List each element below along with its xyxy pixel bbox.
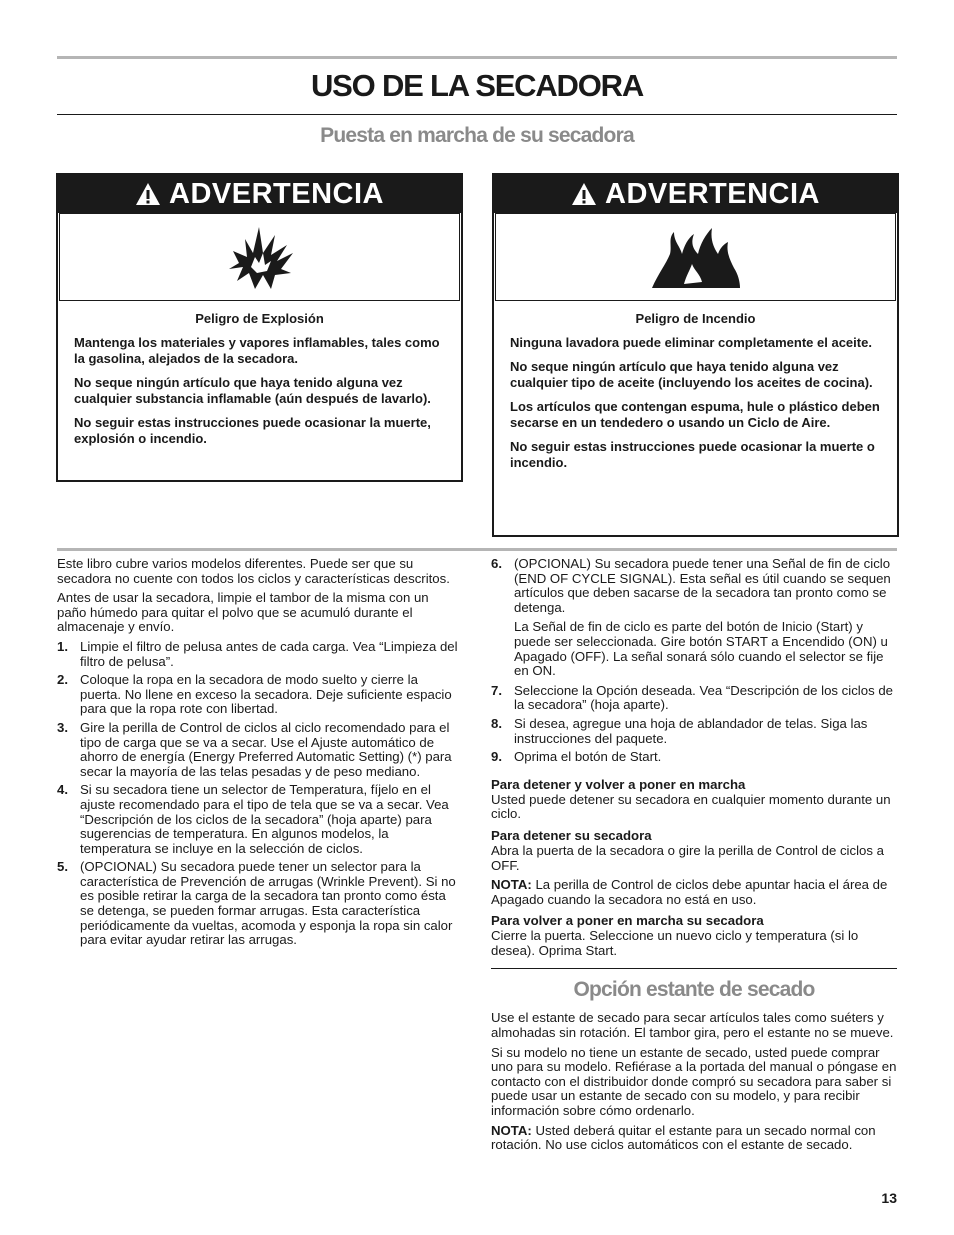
warning-header — [494, 175, 897, 213]
list-item — [491, 684, 897, 713]
note-label: NOTA: — [491, 877, 532, 893]
page-title: USO DE LA SECADORA — [310, 68, 644, 103]
warning-symbol-panel — [59, 213, 460, 301]
warning-paragraph: Mantenga los materiales y vapores inflamables, tales como la gasolina, alejados de la secadora. — [74, 335, 440, 366]
warning-heading: ADVERTENCIA — [169, 177, 384, 210]
warning-box-explosion — [56, 173, 463, 482]
list-item — [491, 750, 897, 765]
warning-triangle-icon — [135, 182, 161, 206]
note-label: NOTA: — [491, 1122, 532, 1138]
note-text: La perilla de Control de ciclos debe apuntar hacia el área de Apagado cuando la secadora no está en uso. — [491, 877, 888, 907]
step-number: 7. — [491, 682, 502, 698]
list-item — [57, 860, 460, 948]
note-text: Usted deberá quitar el estante para un secado normal con rotación. No use ciclos automáticos con el estante de secado. — [491, 1122, 876, 1153]
step-text: Coloque la ropa en la secadora de modo suelto y cierre la puerta. No llene en exceso la secadora. Deje suficiente espacio para que la ropa rote con libertad. — [80, 672, 452, 717]
warning-paragraph: No seguir estas instrucciones puede ocasionar la muerte o incendio. — [510, 439, 875, 470]
step-number: 3. — [57, 719, 68, 735]
warning-box-fire — [492, 173, 899, 537]
step-text: (OPCIONAL) Su secadora puede tener un selector para la característica de Prevención de arrugas (Wrinkle Prevent). Si no es posible retirar la carga de la secadora tan pronto como ésta se detenga, se pueden formar arrugas. Esta característica periódicamente da vueltas, acomoda y esponja la ropa sin calor para evitar ayudar retirar las arrugas. — [80, 859, 456, 948]
step-text: Gire la perilla de Control de ciclos al ciclo recomendado para el tipo de carga que se va a secar. Use el Ajuste automático de ahorro de energía (Energy Preferred Automatic Setting) (*) para secar la mayoría de las telas pesadas y de peso mediano. — [80, 719, 452, 779]
explosion-icon — [225, 223, 295, 291]
step-number: 1. — [57, 638, 68, 654]
warning-text — [58, 301, 461, 447]
hazard-title: Peligro de Explosión — [195, 311, 324, 326]
section-rule — [491, 968, 897, 969]
list-item — [57, 640, 460, 669]
paragraph: Usted puede detener su secadora en cualquier momento durante un ciclo. — [491, 791, 891, 822]
warning-paragraph: Ninguna lavadora puede eliminar completamente el aceite. — [510, 335, 872, 350]
top-rule — [57, 56, 897, 59]
step-number: 4. — [57, 782, 68, 798]
list-item — [491, 557, 897, 679]
step-text: Seleccione la Opción deseada. Vea “Descripción de los ciclos de la secadora” (hoja aparte). — [514, 682, 893, 713]
steps-list — [491, 557, 897, 765]
step-number: 9. — [491, 749, 502, 765]
steps-list — [57, 640, 460, 948]
step-text: Limpie el filtro de pelusa antes de cada carga. Vea “Limpieza del filtro de pelusa”. — [80, 638, 458, 669]
list-item — [57, 721, 460, 779]
intro-paragraph: Este libro cubre varios modelos diferentes. Puede ser que su secadora no cuente con todos los ciclos y características descritos. — [57, 556, 450, 586]
fire-icon — [648, 224, 744, 290]
page-number: 13 — [881, 1190, 897, 1206]
warning-paragraph: No seguir estas instrucciones puede ocasionar la muerte, explosión o incendio. — [74, 415, 431, 446]
paragraph: Use el estante de secado para secar artículos tales como suéters y almohadas sin rotación. El tambor gira, pero el estante no se mueve. — [491, 1010, 894, 1041]
step-number: 8. — [491, 715, 502, 731]
paragraph: Si su modelo no tiene un estante de secado, usted puede comprar uno para su modelo. Refiérase a la portada del manual o póngase en contacto con el distribuidor donde compró su secadora para saber si puede usar un estante de secado con su modelo, y para recibir información sobre cómo ordenarlo. — [491, 1044, 897, 1119]
subheading-stop: Para detener su secadora — [491, 827, 652, 843]
step-text: Si su secadora tiene un selector de Temperatura, fíjelo en el ajuste recomendado para el tipo de tela que se va a secar. Vea “Descripción de los ciclos de la secadora” (hoja aparte) para sugerencias de temperatura. En algunos modelos, la temperatura se incluye en la selección de ciclos. — [80, 782, 449, 856]
title-rule — [57, 114, 897, 115]
right-column — [491, 557, 897, 1158]
warning-symbol-panel — [495, 213, 896, 301]
step-text: (OPCIONAL) Su secadora puede tener una Señal de fin de ciclo (END OF CYCLE SIGNAL). Esta señal es útil cuando se sequen artículos que deben sacarse de la secadora tan pronto como se detenga. — [514, 556, 891, 615]
note-paragraph — [491, 1124, 897, 1153]
step-text: Si desea, agregue una hoja de ablandador de telas. Siga las instrucciones del paquete. — [514, 715, 868, 746]
note-paragraph — [491, 878, 897, 907]
section-title-rack: Opción estante de secado — [573, 978, 815, 1002]
warning-heading: ADVERTENCIA — [605, 177, 820, 210]
subheading-stop-restart: Para detener y volver a poner en marcha — [491, 776, 746, 792]
step-number: 2. — [57, 672, 68, 688]
subheading-restart: Para volver a poner en marcha su secadora — [491, 913, 764, 929]
section-rule — [57, 548, 897, 551]
warning-header — [58, 175, 461, 213]
step-text: Oprima el botón de Start. — [514, 749, 662, 765]
intro-paragraph: Antes de usar la secadora, limpie el tambor de la misma con un paño húmedo para quitar el polvo que se acumuló durante el almacenaje y envío. — [57, 590, 429, 635]
hazard-title: Peligro de Incendio — [635, 311, 756, 326]
list-item — [57, 673, 460, 717]
step-number: 6. — [491, 556, 502, 571]
list-item — [491, 717, 897, 746]
paragraph: Abra la puerta de la secadora o gire la perilla de Control de ciclos a OFF. — [491, 842, 884, 873]
warning-text — [494, 301, 897, 471]
left-column — [57, 557, 460, 952]
step-extra-text: La Señal de fin de ciclo es parte del botón de Inicio (Start) y puede ser seleccionada. Gire botón START a Encendido (ON) u Apagado (OFF). La señal sonará sólo cuando el selector se fije en ON. — [514, 619, 888, 679]
list-item — [57, 783, 460, 856]
warning-paragraph: No seque ningún artículo que haya tenido alguna vez cualquier substancia inflamable (aún después de lavarlo). — [74, 375, 431, 406]
warning-paragraph: Los artículos que contengan espuma, hule o plástico deben secarse en un tendedero o usando un Ciclo de Aire. — [510, 399, 880, 430]
paragraph: Cierre la puerta. Seleccione un nuevo ciclo y temperatura (si lo desea). Oprima Start. — [491, 928, 859, 958]
step-number: 5. — [57, 859, 68, 875]
section-title: Puesta en marcha de su secadora — [320, 124, 634, 147]
warning-triangle-icon — [571, 182, 597, 206]
warning-paragraph: No seque ningún artículo que haya tenido alguna vez cualquier tipo de aceite (incluyendo los aceites de cocina). — [510, 359, 873, 390]
